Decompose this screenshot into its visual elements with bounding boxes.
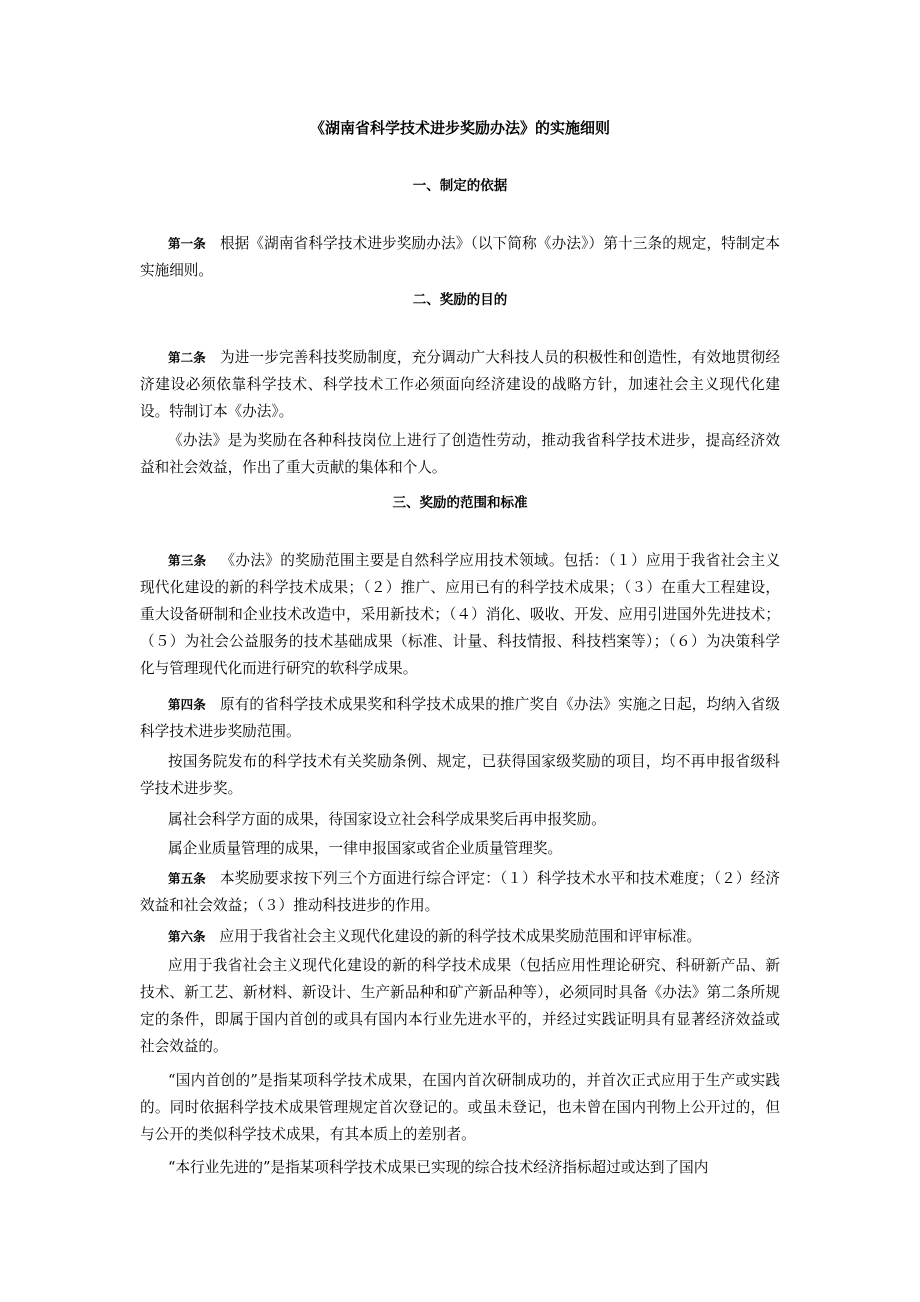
article-1 <box>140 230 780 284</box>
article-label: 第四条 <box>168 697 206 712</box>
paragraph: 应用于我省社会主义现代化建设的新的科学技术成果（包括应用性理论研究、科研新产品、新技术、新工艺、新材料、新设计、生产新品种和矿产新品种等），必须同时具备《办法》第二条所规定的条件，即属于国内首创的或具有国内本行业先进水平的，并经过实践证明具有显著经济效益或社会效益的。 <box>140 957 780 1055</box>
paragraph: 《办法》是为奖励在各种科技岗位上进行了创造性劳动，推动我省科学技术进步，提高经济效益和社会效益，作出了重大贡献的集体和个人。 <box>140 432 780 476</box>
article-text: 本奖励要求按下列三个方面进行综合评定：（１）科学技术水平和技术难度；（２）经济效益和社会效益；（３）推动科技进步的作用。 <box>140 870 780 914</box>
article-2 <box>140 344 780 425</box>
article-text: 为进一步完善科技奖励制度，充分调动广大科技人员的积极性和创造性，有效地贯彻经济建设必须依靠科学技术、科学技术工作必须面向经济建设的战略方针，加速社会主义现代化建设。特制订本《办法》。 <box>140 349 780 420</box>
article-3 <box>140 547 780 682</box>
paragraph: 属社会科学方面的成果，待国家设立社会科学成果奖后再申报奖励。 <box>168 811 606 828</box>
article-5 <box>140 865 780 919</box>
article-text: 原有的省科学技术成果奖和科学技术成果的推广奖自《办法》实施之日起，均纳入省级科学技术进步奖励范围。 <box>140 696 780 740</box>
section-heading-3: 三、奖励的范围和标准 <box>392 495 528 511</box>
section-heading-1: 一、制定的依据 <box>412 178 508 194</box>
article-label: 第六条 <box>168 929 206 944</box>
article-label: 第五条 <box>168 871 206 886</box>
article-text: 《办法》的奖励范围主要是自然科学应用技术领域。包括：（１）应用于我省社会主义现代化建设的新的科学技术成果；（２）推广、应用已有的科学技术成果；（３）在重大工程建设，重大设备研制和企业技术改造中，采用新技术；（４）消化、吸收、开发、应用引进国外先进技术；（５）为社会公益服务的技术基础成果（标准、计量、科技情报、科技档案等）；（６）为决策科学化与管理现代化而进行研究的软科学成果。 <box>140 552 780 677</box>
article-6 <box>140 923 780 950</box>
paragraph: 属企业质量管理的成果，一律申报国家或省企业质量管理奖。 <box>168 840 563 857</box>
section-heading-2: 二、奖励的目的 <box>412 292 508 308</box>
article-4 <box>140 691 780 745</box>
article-label: 第二条 <box>168 350 206 365</box>
article-label: 第一条 <box>168 236 206 251</box>
paragraph: 按国务院发布的科学技术有关奖励条例、规定，已获得国家级奖励的项目，均不再申报省级科学技术进步奖。 <box>140 753 780 797</box>
paragraph: “国内首创的”是指某项科学技术成果，在国内首次研制成功的，并首次正式应用于生产或实践的。同时依据科学技术成果管理规定首次登记的。或虽未登记，也未曾在国内刊物上公开过的，但与公开的类似科学技术成果，有其本质上的差别者。 <box>140 1072 780 1143</box>
document-title: 《湖南省科学技术进步奖励办法》的实施细则 <box>309 119 610 137</box>
article-text: 根据《湖南省科学技术进步奖励办法》（以下简称《办法》）第十三条的规定，特制定本实施细则。 <box>140 235 780 279</box>
article-text: 应用于我省社会主义现代化建设的新的科学技术成果奖励范围和评审标准。 <box>219 928 702 945</box>
paragraph: “本行业先进的”是指某项科学技术成果已实现的综合技术经济指标超过或达到了国内 <box>168 1159 709 1176</box>
article-label: 第三条 <box>168 553 207 568</box>
